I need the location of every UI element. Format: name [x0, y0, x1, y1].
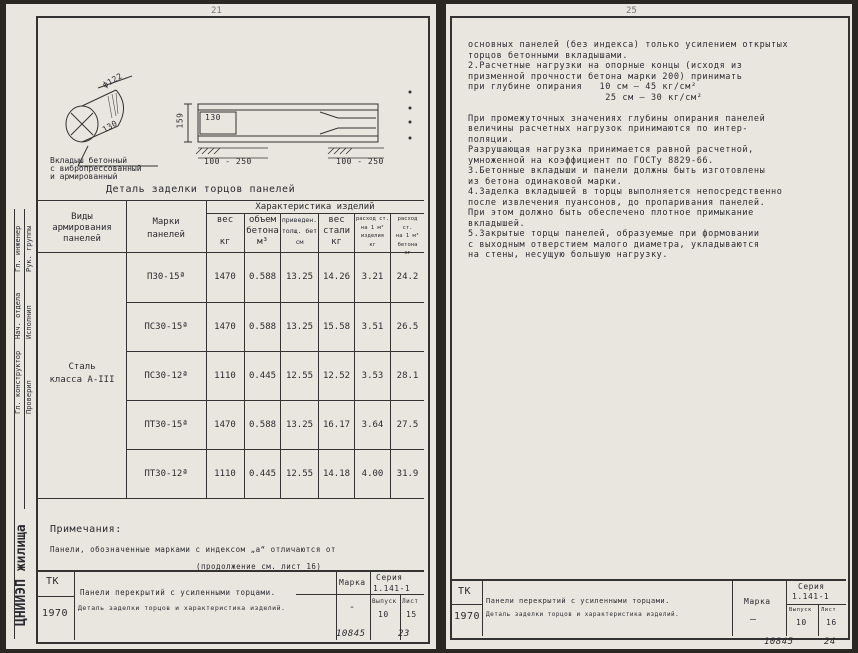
left-sheet: 21 ф122 130 159 130 100 - 250 100 - 250 Вкладыш бетонный с вибропрессованный и армированный Деталь заделки торцов панелей Виды армирования панелей Марки панелей Характеристика изделий вес кг объем бетона м³ приведен. толщ. бет см вес стали кг расход ст. на 1 м² изделия кг расход ст. на 1 м³ бетона кг Сталь класса А-III П30-15ª 1470 0.588 13.25 14.26 3.21 24.2 ПС30-15ª 1470 0.588 13.25 15.58 3.51 26.5 ПС30-12ª 1110 0.445 12.55 12.52 3.53 28.1 ПТ30-15ª 1470 0.588 13.25 16.17 3.64 27.5 ПТ30-12ª 1110 0.445 12.55 14.18 4.00 31.9 Примечания: Панели, обозначенные марками с индексом „а“ отличаются от (продолжение см. лист 16) Гл. инженер Нач. отдела Гл. конструктор Рук. группы Исполнил Проверил ЦНИИЭП жилища ТК 1970 Панели перекрытий с усиленными торцами. Деталь заделки торцов и характеристика изделий. Марка - Серия 1.141-1 Выпуск 10 Лист 15 10845 23	[6, 4, 436, 649]
kind-value: Сталь класса А-III	[49, 362, 115, 385]
dim-range-a: 100 - 250	[204, 157, 252, 166]
issue-value: 10	[796, 618, 807, 627]
issue-label: Выпуск	[372, 598, 397, 605]
tk-label: ТК	[458, 586, 472, 597]
stamp-label: Гл. конструктор	[14, 350, 22, 414]
sheet-label: Лист	[402, 598, 419, 605]
series-label: Серия	[798, 582, 825, 591]
series-label: Серия	[376, 573, 403, 582]
sheet-value: 15	[406, 610, 417, 619]
stamp-label: Проверил	[25, 380, 33, 414]
sheet-label: Лист	[821, 607, 837, 613]
dim-range-b: 100 - 250	[336, 157, 384, 166]
mark-label: Марка	[744, 597, 771, 606]
notes-title: Примечания:	[50, 524, 122, 535]
header-volume: объем бетона м³	[246, 215, 279, 247]
header-weight: вес кг	[216, 215, 234, 247]
mark-value: -	[349, 602, 356, 613]
bottom-page: 23	[398, 629, 410, 639]
insert-label: Вкладыш бетонный с вибропрессованный и армированный	[50, 156, 142, 181]
group-header: Характеристика изделий	[255, 202, 375, 212]
bottom-code: 10845	[336, 629, 366, 639]
notes-text: основных панелей (без индекса) только усилением открытых торцов бетонными вкладышами. 2.Расчетные нагрузки на опорные концы (исходя из призменной прочности бетона марки 200) принимать при глубине опирания 10 см — 45 кг/см² 25 см — 30 кг/см² При промежуточных значениях глубины опирания панелей величины расчетных нагрузок принимаются по интер- поляции. Разрушающая нагрузка принимается равной расчетной, умноженной на коэффициент по ГОСТу 8829-66. 3.Бетонные вкладыши и панели должны быть изготовлены из бетона одинаковой марки. 4.Заделка вкладышей в торцы выполняется непосредственно после извлечения пуансонов, до пропаривания панелей. При этом должно быть обеспечено плотное примыкание вкладышей. 5.Закрытые торцы панелей, образуемые при формовании с выходным отверстием малого диаметра, укладываются на стены, несущую большую нагрузку.	[468, 40, 789, 260]
title-line-2: Деталь заделки торцов и характеристика изделий.	[486, 611, 680, 618]
stamp-label: Исполнил	[25, 305, 33, 339]
mark-value: —	[750, 614, 757, 625]
top-page-number: 25	[626, 6, 637, 16]
year: 1970	[454, 611, 481, 622]
notes-line-2: (продолжение см. лист 16)	[196, 562, 322, 571]
title-line-2: Деталь заделки торцов и характеристика изделий.	[78, 604, 286, 612]
stamp-label: Рук. группы	[25, 225, 33, 272]
issue-value: 10	[378, 610, 389, 619]
title-line-1: Панели перекрытий с усиленными торцами.	[80, 588, 276, 597]
year: 1970	[42, 608, 69, 619]
notes-line-1: Панели, обозначенные марками с индексом „а“ отличаются от	[50, 545, 336, 554]
mark-label: Марка	[339, 578, 366, 587]
org-name: ЦНИИЭП жилища	[14, 524, 29, 626]
header-steel-per-m2: расход ст. на 1 м² изделия кг	[355, 216, 390, 248]
series-value: 1.141-1	[373, 584, 411, 593]
sheet-value: 16	[826, 618, 837, 627]
series-value: 1.141-1	[792, 592, 830, 601]
dim-diameter: ф122	[101, 71, 125, 90]
col-marks-header: Марки панелей	[147, 217, 185, 240]
issue-label: Выпуск	[789, 607, 812, 613]
dim-height: 159	[175, 112, 185, 129]
dim-inner: 130	[205, 113, 221, 122]
title-line-1: Панели перекрытий с усиленными торцами.	[486, 597, 670, 605]
stamp-label: Нач. отдела	[14, 292, 22, 339]
bottom-code: 10845	[764, 637, 794, 647]
header-thickness: приведен. толщ. бет см	[281, 216, 318, 246]
stamp-label: Гл. инженер	[14, 225, 22, 272]
top-page-number: 21	[211, 6, 222, 16]
dim-length: 130	[100, 118, 120, 135]
header-steel-per-m3: расход ст. на 1 м³ бетона кг	[395, 216, 420, 256]
bottom-page: 24	[824, 637, 836, 647]
right-sheet	[446, 4, 852, 649]
drawing-title: Деталь заделки торцов панелей	[106, 184, 296, 195]
header-steel-weight: вес стали кг	[322, 215, 351, 247]
col-kinds-header: Виды армирования панелей	[52, 212, 112, 244]
tk-label: ТК	[46, 576, 60, 587]
